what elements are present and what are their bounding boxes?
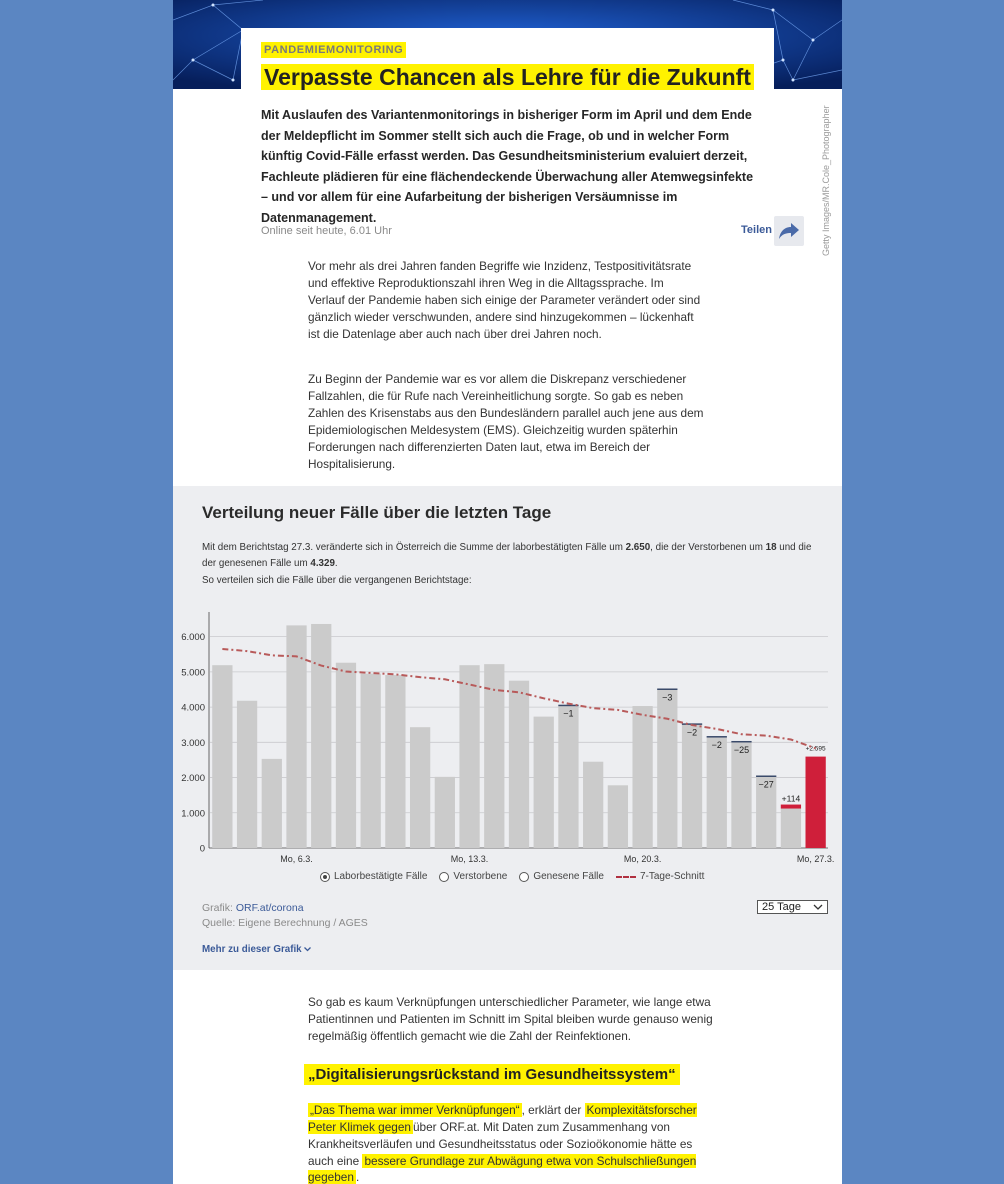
- article-paragraph: „Das Thema war immer Verknüpfungen“ , erklärt der Komplexitätsforscher Peter Klimek gegen über ORF.at. Mit Daten zum Zusammenhang von Krankheitsverläufen und Gesundheitsstatus oder Sozioökonomie hätte es auch eine bessere Grundlage zur Abwägung etwa von Schulschließungen gegeben .: [308, 1102, 697, 1184]
- more-info-link[interactable]: Mehr zu dieser Grafik: [202, 944, 311, 955]
- section-heading: „Digitalisierungsrückstand im Gesundheitssystem“: [304, 1066, 680, 1083]
- cases-bar-chart: [173, 606, 842, 866]
- share-button[interactable]: [774, 216, 804, 246]
- page-title: Verpasste Chancen als Lehre für die Zukunft: [261, 64, 754, 91]
- bar-data-label: −1: [563, 708, 574, 719]
- y-tick-label: 2.000: [181, 773, 205, 785]
- bar-data-label: −3: [662, 692, 673, 703]
- x-tick-label: Mo, 13.3.: [450, 854, 489, 864]
- chart-section: [173, 486, 842, 970]
- chart-title: Verteilung neuer Fälle über die letzten Tage: [202, 503, 552, 522]
- bar-data-label: −2: [711, 740, 722, 751]
- x-tick-label: Mo, 27.3.: [796, 854, 835, 864]
- share-link[interactable]: Teilen: [741, 224, 772, 236]
- image-credit: Getty Images/MR.Cole_Photographer: [821, 105, 831, 256]
- radio-selected-icon: [320, 872, 330, 882]
- source-link[interactable]: ORF.at/corona: [235, 902, 304, 914]
- chart-bar[interactable]: [682, 724, 702, 848]
- x-tick-label: Mo, 20.3.: [623, 854, 662, 864]
- chart-bar[interactable]: [731, 742, 751, 848]
- chart-bar[interactable]: [286, 625, 306, 848]
- chart-bar[interactable]: [262, 759, 282, 848]
- chart-bar[interactable]: [657, 689, 677, 848]
- bar-data-label: −27: [758, 779, 774, 790]
- chart-source: Grafik: ORF.at/corona Quelle: Eigene Berechnung / AGES: [202, 902, 368, 929]
- chart-description: Mit dem Berichtstag 27.3. veränderte sich in Österreich die Summe der laborbestätigten Fälle um 2.650, die der Verstorbenen um 18 und die der genesenen Fälle um 4.329. So verteilen sich die Fälle über die vergangenen Berichtstage:: [202, 542, 812, 586]
- article-paragraph: Zu Beginn der Pandemie war es vor allem die Diskrepanz verschiedener Fallzahlen, die für Rufe nach Vereinheitlichung sorgte. So gab es neben Zahlen des Krisenstabs aus den Bundesländern parallel auch jene aus dem Epidemiologischen Meldesystem (EMS). Gleichzeitig wurden späterhin Forderungen nach differenzierten Daten laut, etwa im Bereich der Hospitalisierung.: [308, 372, 704, 471]
- x-tick-label: Mo, 6.3.: [280, 854, 313, 864]
- delta-marker: [657, 688, 677, 690]
- radio-icon: [519, 872, 529, 882]
- y-tick-label: 6.000: [181, 632, 205, 644]
- share-arrow-icon: [778, 222, 800, 240]
- y-tick-label: 0: [199, 843, 205, 855]
- chart-bar[interactable]: [781, 809, 801, 848]
- delta-marker: [756, 775, 776, 777]
- chart-bar[interactable]: [336, 663, 356, 848]
- chevron-down-icon: [304, 947, 311, 952]
- y-tick-label: 3.000: [181, 737, 205, 749]
- article-page: [173, 0, 842, 1184]
- chart-bar[interactable]: [509, 681, 529, 848]
- chart-bar[interactable]: [385, 675, 405, 848]
- y-tick-label: 4.000: [181, 702, 205, 714]
- y-tick-label: 1.000: [181, 808, 205, 820]
- legend-average: 7-Tage-Schnitt: [616, 871, 704, 882]
- chart-bar[interactable]: [435, 777, 455, 848]
- chart-bar[interactable]: [583, 762, 603, 848]
- article-paragraph: Vor mehr als drei Jahren fanden Begriffe wie Inzidenz, Testpositivitätsrate und effektive Reproduktionszahl ihren Weg in die Alltagssprache. Im Verlauf der Pandemie haben sich einige der Parameter verändert oder sind gänzlich wieder verschwunden, andere sind hinzugekommen – lückenhaft ist die Datenlage aber auch nach über drei Jahren noch.: [308, 259, 701, 341]
- chevron-down-icon: [813, 904, 823, 911]
- bar-data-label: +114: [781, 793, 801, 804]
- legend-confirmed[interactable]: Laborbestätigte Fälle: [320, 871, 427, 882]
- publish-time: Online seit heute, 6.01 Uhr: [261, 225, 392, 237]
- delta-marker: [781, 805, 801, 809]
- chart-bar[interactable]: [608, 785, 628, 848]
- bar-data-label: −2: [686, 727, 698, 738]
- chart-bar[interactable]: [558, 706, 578, 848]
- chart-bar[interactable]: [212, 665, 232, 848]
- delta-marker: [707, 736, 727, 738]
- dash-line-icon: [616, 876, 636, 878]
- chart-bar[interactable]: [311, 624, 331, 848]
- legend-recovered[interactable]: Genesene Fälle: [519, 871, 604, 882]
- lead-text: Mit Auslaufen des Variantenmonitorings in bisheriger Form im April und dem Ende der Meldepflicht im Sommer stellt sich auch die Frage, ob und in welcher Form künftig Covid-Fälle erfasst werden. Das Gesundheitsministerium evaluiert derzeit, Fachleute plädieren für eine flächendeckende Überwachung aller Atemwegsinfekte – und vor allem für eine Aufarbeitung der bisherigen Versäumnisse im Datenmanagement.: [261, 108, 754, 225]
- y-tick-label: 5.000: [181, 667, 205, 679]
- chart-bar[interactable]: [632, 706, 652, 848]
- chart-bar[interactable]: [484, 664, 504, 848]
- chart-bar[interactable]: [237, 701, 257, 848]
- chart-bar[interactable]: [459, 665, 479, 848]
- chart-bar[interactable]: [806, 757, 826, 848]
- chart-bar[interactable]: [361, 674, 381, 848]
- chart-bar[interactable]: [410, 727, 430, 848]
- chart-bar[interactable]: [707, 737, 727, 848]
- legend-deaths[interactable]: Verstorbene: [439, 871, 507, 882]
- kicker: PANDEMIEMONITORING: [261, 44, 406, 56]
- bar-data-label: +2.595: [805, 745, 826, 753]
- chart-bar[interactable]: [534, 717, 554, 848]
- article-paragraph: So gab es kaum Verknüpfungen unterschiedlicher Parameter, wie lange etwa Patientinnen und Patienten im Schnitt im Spital bleiben wurde genauso wenig regelmäßig öffentlich gemacht wie die Zahl der Reinfektionen.: [308, 994, 713, 1043]
- chart-legend: [320, 871, 704, 882]
- radio-icon: [439, 872, 449, 882]
- range-select[interactable]: 25 Tage: [757, 900, 828, 914]
- bar-data-label: −25: [733, 744, 750, 755]
- delta-marker: [731, 741, 751, 743]
